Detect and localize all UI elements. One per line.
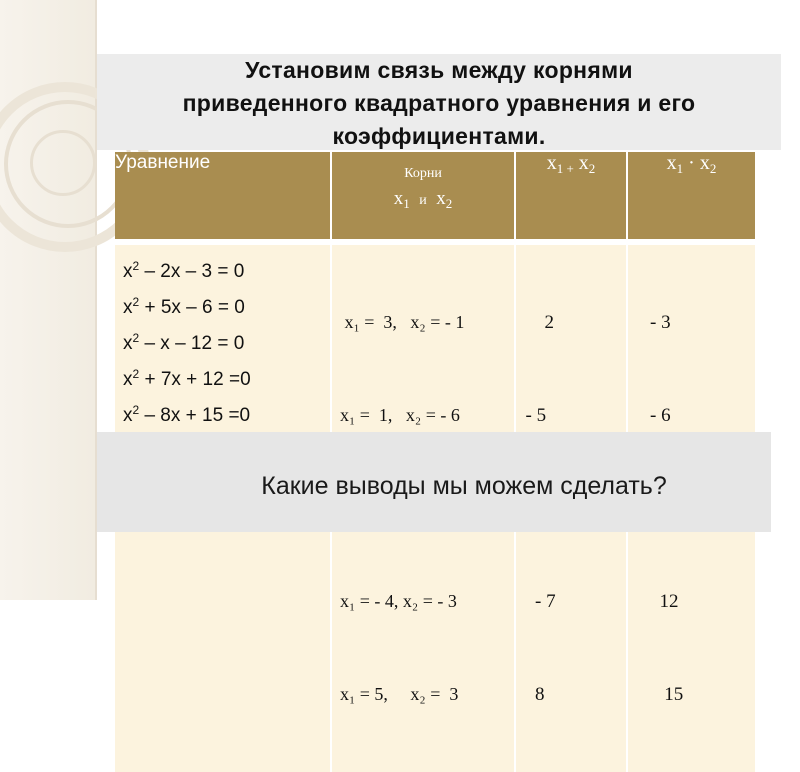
header-product: [627, 152, 755, 242]
header-roots-label: Корни: [404, 166, 442, 181]
roots-item: x₁ = 5, x₂ = 3: [340, 684, 459, 704]
equation-item: $x^2 - x - 12 = 0$: [123, 331, 245, 354]
equation-item: $x^2 - 8x + 15 =0$: [123, 403, 251, 426]
slide-title: [97, 54, 781, 154]
decorative-ring-inner: [30, 130, 96, 196]
sum-item: - 5: [516, 405, 547, 426]
title-line-1: Установим связь между корнями: [245, 57, 633, 83]
header-roots-x1: x: [393, 188, 404, 209]
equation-item: $x^2 + 7x + 12 =0$: [123, 367, 251, 390]
header-prod-x2: x: [699, 152, 710, 174]
header-roots-sub2: 2: [445, 196, 453, 211]
sum-item: - 7: [516, 591, 556, 612]
header-sum-sub2: 2: [588, 161, 596, 176]
equation-item: $x^2 + 5x - 6 = 0$: [123, 295, 245, 318]
product-item: - 6: [650, 405, 671, 426]
roots-item: x₁ = 1, x₂ = - 6: [340, 405, 460, 425]
header-roots-sub1: 1: [403, 196, 410, 211]
header-roots: [331, 152, 515, 242]
roots-item: x₁ = 3, x₂ = - 1: [340, 312, 465, 332]
header-roots-and: и: [419, 193, 427, 208]
question-text: Какие выводы мы можем сделать?: [261, 472, 667, 500]
product-item: 12: [650, 591, 679, 612]
header-roots-x2: x: [436, 188, 446, 209]
product-item: - 3: [650, 312, 671, 333]
header-prod-x1: x: [666, 152, 677, 174]
header-sum-x1: x: [546, 152, 557, 174]
header-roots-vars: [332, 182, 514, 212]
table-header-row: [115, 152, 755, 242]
equation-item: $x^2 - 2x - 3 = 0$: [123, 259, 245, 282]
title-line-3: коэффициентами.: [332, 123, 546, 149]
header-equation: [115, 152, 331, 242]
header-prod-dot: ·: [688, 152, 695, 174]
header-sum-sub1: 1 +: [556, 161, 574, 176]
header-prod-sub2: 2: [709, 161, 717, 176]
title-line-2: приведенного квадратного уравнения и его: [182, 90, 696, 116]
equations-list: [115, 245, 330, 431]
roots-item: x₁ = - 4, x₂ = - 3: [340, 591, 457, 611]
sum-item: 2: [516, 312, 554, 333]
header-sum-x2: x: [578, 152, 589, 174]
sum-item: 8: [516, 684, 545, 705]
product-item: 15: [650, 684, 684, 705]
header-sum: [515, 152, 627, 242]
header-equation-label: Уравнение: [115, 152, 211, 173]
header-prod-sub1: 1: [676, 161, 684, 176]
